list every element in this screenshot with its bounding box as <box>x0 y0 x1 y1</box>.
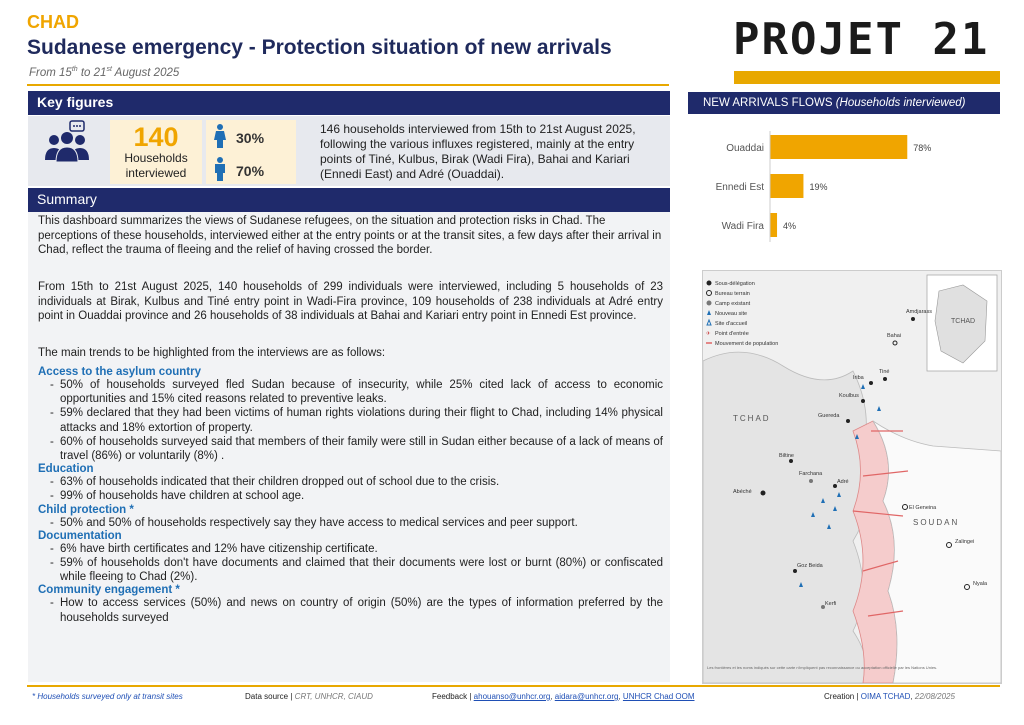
summary-sections <box>38 366 663 625</box>
date-range: From 15th to 21st August 2025 <box>29 66 180 79</box>
section-title-child-protection: Child protection * <box>38 503 134 516</box>
list-item: - 99% of households have children at school age. <box>38 489 663 503</box>
place-marker <box>809 479 813 483</box>
section-title-community: Community engagement * <box>38 584 180 597</box>
key-figures-description: 146 households interviewed from 15th to 21st August 2025, following the various influxes registered, mainly at the entry points of Tiné, Kulbus, Birak (Wadi Fira), Bahai and Kariari (Ennedi East) and Adré (Ouaddai). <box>320 122 636 181</box>
list-item: - 50% and 50% of households respectively say they have access to medical services and peer support. <box>38 516 663 530</box>
map-footnote: Les frontières et les noms indiqués sur cette carte n'impliquent pas reconnaissance ou acceptation officielle par les Nations Unies. <box>707 665 938 670</box>
place-label: Biltine <box>779 453 794 459</box>
map-label-chad: TCHAD <box>733 414 771 423</box>
place-marker <box>761 491 766 496</box>
place-label: Abéché <box>733 489 752 495</box>
new-arrivals-title <box>688 92 1000 114</box>
child-protection-bullets <box>38 516 663 530</box>
footer-note <box>32 692 183 701</box>
place-label: Tiné <box>879 369 890 375</box>
legend-marker <box>707 301 712 306</box>
bar-value-label: 78% <box>913 143 932 153</box>
feedback-link-email-2[interactable]: aidara@unhcr.org <box>554 692 619 701</box>
legend-item: Point d'entrée <box>715 331 749 337</box>
place-label: Adré <box>837 479 849 485</box>
legend-item: Sous-délégation <box>715 281 755 287</box>
group-people-icon <box>42 120 92 164</box>
list-item: - 50% of households surveyed fled Sudan because of insecurity, while 25% cited lack of access to economic opportunities and 15% cited reasons related to preventive leaks. <box>38 378 663 406</box>
legend-item: Bureau terrain <box>715 291 750 297</box>
bar <box>770 174 803 198</box>
summary-trends-intro: The main trends to be highlighted from the interviews are as follows: <box>38 347 386 359</box>
place-marker <box>793 569 797 573</box>
bar-value-label: 19% <box>809 182 828 192</box>
footer-rule <box>27 685 1000 687</box>
legend-item: Nouveau site <box>715 311 748 317</box>
place-marker <box>883 377 887 381</box>
summary-details: From 15th to 21st August 2025, 140 households of 299 individuals were interviewed, including 5 households of 23 individuals at Birak, Kulbus and Tiné entry point in Wadi-Fira province, 109 households of 238 individuals at Adré entry point in Ouaddai province and 26 households of 38 individuals at Bahai and Kariari entry point in Ennedi Est province. <box>38 281 663 322</box>
male-pct: 70% <box>236 163 265 179</box>
legend-marker: ✈ <box>706 331 711 337</box>
summary-intro: This dashboard summarizes the views of Sudanese refugees, on the situation and protection risks in Chad. The perceptions of these households, interviewed either at the entry points or at the transit sites, a few days after their arrival in Chad, reflect the trauma of fleeing and the relief of having crossed the border. <box>38 215 662 256</box>
place-label: Farchana <box>799 471 823 477</box>
section-title-documentation: Documentation <box>38 529 122 542</box>
projet21-logo: PROJET 21 <box>733 14 990 65</box>
bar <box>770 135 907 159</box>
legend-marker <box>707 281 712 286</box>
legend-item: Site d'accueil <box>715 321 748 327</box>
female-pct: 30% <box>236 130 265 146</box>
list-item: - 6% have birth certificates and 12% have citizenship certificate. <box>38 542 663 556</box>
footer-feedback: Feedback | ahouanso@unhcr.org, aidara@unhcr.org, UNHCR Chad OOM <box>432 692 695 701</box>
place-label: Koulbus <box>839 393 859 399</box>
access-bullets <box>38 378 663 463</box>
footer-source-label: Data source | <box>245 692 293 701</box>
list-item: - 60% of households surveyed said that members of their family were still in Sudan either because of a lack of means of travel (86%) or voluntarily (8%) . <box>38 435 663 463</box>
place-label: El Geneina <box>909 505 937 511</box>
feedback-link-oom[interactable]: UNHCR Chad OOM <box>622 692 695 701</box>
place-label: Iriba <box>853 375 864 381</box>
section-title-access: Access to the asylum country <box>38 366 201 378</box>
country-title: CHAD <box>27 12 79 32</box>
footer-creation-date: 22/08/2025 <box>914 692 955 701</box>
footer-source-value: CRT, UNHCR, CIAUD <box>294 692 373 701</box>
male-icon <box>213 157 227 186</box>
new-arrivals-chart-svg <box>688 115 1000 255</box>
list-item: - How to access services (50%) and news on country of origin (50%) are the types of information preferred by the households surveyed <box>38 596 663 624</box>
legend-item: Camp existant <box>715 301 751 307</box>
place-label: Amdjarass <box>906 309 932 315</box>
new-arrivals-subtitle: (Households interviewed) <box>835 97 966 109</box>
region-map <box>703 271 1001 683</box>
place-marker <box>869 381 873 385</box>
place-label: Kerfi <box>825 601 837 607</box>
footer-source <box>245 692 373 701</box>
community-bullets <box>38 596 663 624</box>
page-title: Sudanese emergency - Protection situation of new arrivals <box>27 36 612 59</box>
footer-feedback-label: Feedback | <box>432 692 472 701</box>
place-marker <box>861 399 865 403</box>
place-label: Bahai <box>887 333 902 339</box>
place-marker <box>911 317 915 321</box>
female-icon <box>213 124 227 153</box>
footer-creation-label: Creation | <box>824 692 859 701</box>
summary-title: Summary <box>28 188 670 212</box>
footer-creation: Creation | OIMA TCHAD, 22/08/2025 <box>824 692 955 701</box>
new-arrivals-chart <box>688 115 1000 255</box>
place-label: Goz Beida <box>797 563 823 569</box>
list-item: - 59% of households don't have documents and claimed that their documents were lost or burnt (80%) or confiscated while fleeing to Chad (2%). <box>38 556 663 584</box>
place-marker <box>789 459 793 463</box>
footer-creation-org: OIMA TCHAD <box>860 692 911 701</box>
education-bullets <box>38 475 663 503</box>
chad-territory <box>703 352 869 683</box>
feedback-link-email-1[interactable]: ahouanso@unhcr.org <box>473 692 551 701</box>
households-label: Households interviewed <box>124 151 188 180</box>
key-figures-title: Key figures <box>28 91 670 115</box>
section-title-education: Education <box>38 463 94 476</box>
legend-item: Mouvement de population <box>715 341 779 347</box>
households-count: 140 <box>133 122 179 152</box>
documentation-bullets <box>38 542 663 585</box>
header-rule <box>27 84 669 86</box>
bar-category-label: Wadi Fira <box>721 221 764 232</box>
map-label-sudan: SOUDAN <box>913 518 960 527</box>
bar-category-label: Ennedi Est <box>715 182 764 193</box>
place-marker <box>846 419 850 423</box>
logo-accent-bar <box>734 71 1000 84</box>
bar-value-label: 4% <box>783 221 797 231</box>
bar-category-label: Ouaddai <box>726 143 764 154</box>
new-arrivals-title-text: NEW ARRIVALS FLOWS <box>703 97 833 109</box>
inset-label: TCHAD <box>951 318 976 325</box>
place-label: Guereda <box>818 413 840 419</box>
bar <box>770 213 777 237</box>
place-label: Nyala <box>973 581 988 587</box>
footer-note-text: * Households surveyed only at transit sites <box>32 692 183 701</box>
list-item: - 59% declared that they had been victims of human rights violations during their flight to Chad, including 14% physical attacks and 18% extortion of property. <box>38 406 663 434</box>
list-item: - 63% of households indicated that their children dropped out of school due to the crisis. <box>38 475 663 489</box>
map-panel <box>702 270 1002 684</box>
place-label: Zalingei <box>955 539 975 545</box>
